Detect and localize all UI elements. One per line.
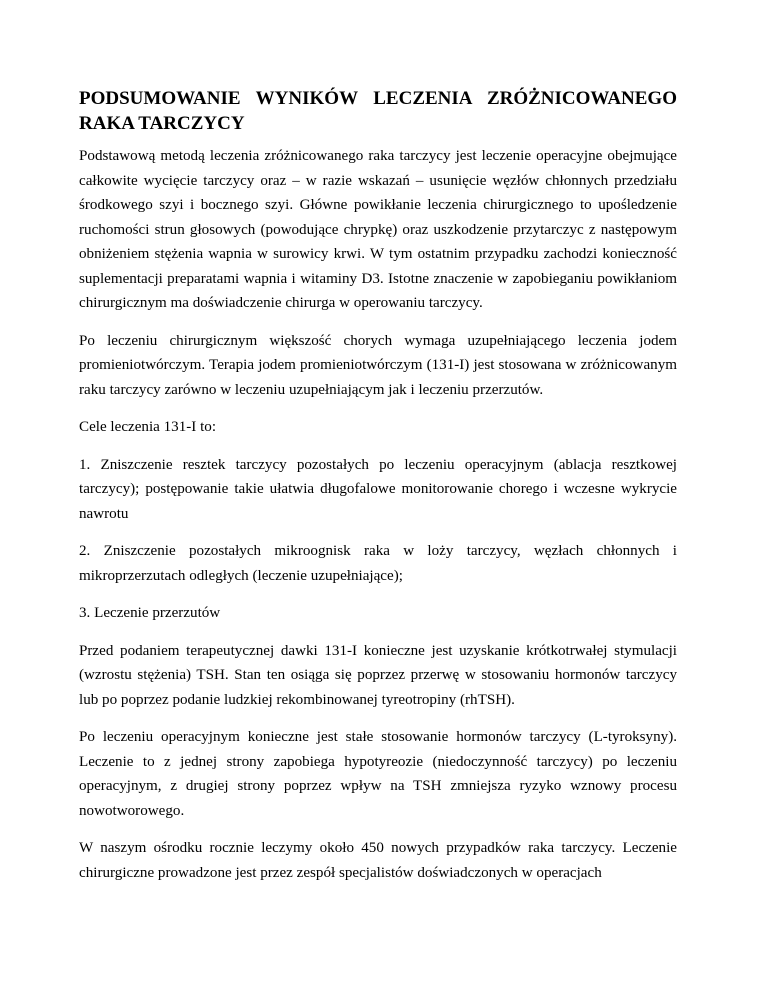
document-title [79, 86, 677, 136]
paragraph-surgical-treatment: Podstawową metodą leczenia zróżnicowanego raka tarczycy jest leczenie operacyjne obejmujące całkowite wycięcie tarczycy oraz – w razie wskazań – usunięcie węzłów chłonnych przedziału środkowego szyi i bocznego szyi. Główne powikłanie leczenia chirurgicznego to upośledzenie ruchomości strun głosowych (powodujące chrypkę) oraz uszkodzenie przytarczyc z następowym obniżeniem stężenia wapnia w surowicy krwi. W tym ostatnim przypadku zachodzi konieczność suplementacji preparatami wapnia i witaminy D3. Istotne znaczenie w zapobieganiu powikłaniom chirurgicznym ma doświadczenie chirurga w operowaniu tarczycy. [79, 148, 677, 311]
title-line-1: PODSUMOWANIE WYNIKÓW LECZENIA ZRÓŻNICOWANEGO [79, 88, 677, 109]
paragraph-hormone-therapy: Po leczeniu operacyjnym konieczne jest stałe stosowanie hormonów tarczycy (L-tyroksyny). Leczenie to z jednej strony zapobiega hypotyreozie (niedoczynność tarczycy) po leczeniu operacyjnym, z drugiej strony poprzez wpływ na TSH zmniejsza ryzyko wznowy procesu nowotworowego. [79, 729, 677, 819]
list-item-goal-1: 1. Zniszczenie resztek tarczycy pozostałych po leczeniu operacyjnym (ablacja resztkowej tarczycy); postępowanie takie ułatwia długofalowe monitorowanie chorego i wczesne wykrycie nawrotu [79, 456, 677, 522]
document-page [79, 86, 677, 885]
list-item-goal-3: 3. Leczenie przerzutów [79, 605, 221, 621]
paragraph-radioiodine-therapy: Po leczeniu chirurgicznym większość chorych wymaga uzupełniającego leczenia jodem promieniotwórczym. Terapia jodem promieniotwórczym (131-I) jest stosowana w zróżnicowanym raku tarczycy zarówno w leczeniu uzupełniającym jak i leczeniu przerzutów. [79, 332, 677, 398]
paragraph-treatment-goals-intro: Cele leczenia 131-I to: [79, 419, 217, 435]
paragraph-center-statistics: W naszym ośrodku rocznie leczymy około 450 nowych przypadków raka tarczycy. Leczenie chirurgiczne prowadzone jest przez zespół specjalistów doświadczonych w operacjach [79, 840, 677, 881]
title-line-2: RAKA TARCZYCY [79, 113, 245, 134]
paragraph-tsh-stimulation: Przed podaniem terapeutycznej dawki 131-I konieczne jest uzyskanie krótkotrwałej stymulacji (wzrostu stężenia) TSH. Stan ten osiąga się poprzez przerwę w stosowaniu hormonów tarczycy lub po poprzez podanie ludzkiej rekombinowanej tyreotropiny (rhTSH). [79, 642, 677, 708]
list-item-goal-2: 2. Zniszczenie pozostałych mikroognisk raka w loży tarczycy, węzłach chłonnych i mikroprzerzutach odległych (leczenie uzupełniające); [79, 543, 677, 584]
